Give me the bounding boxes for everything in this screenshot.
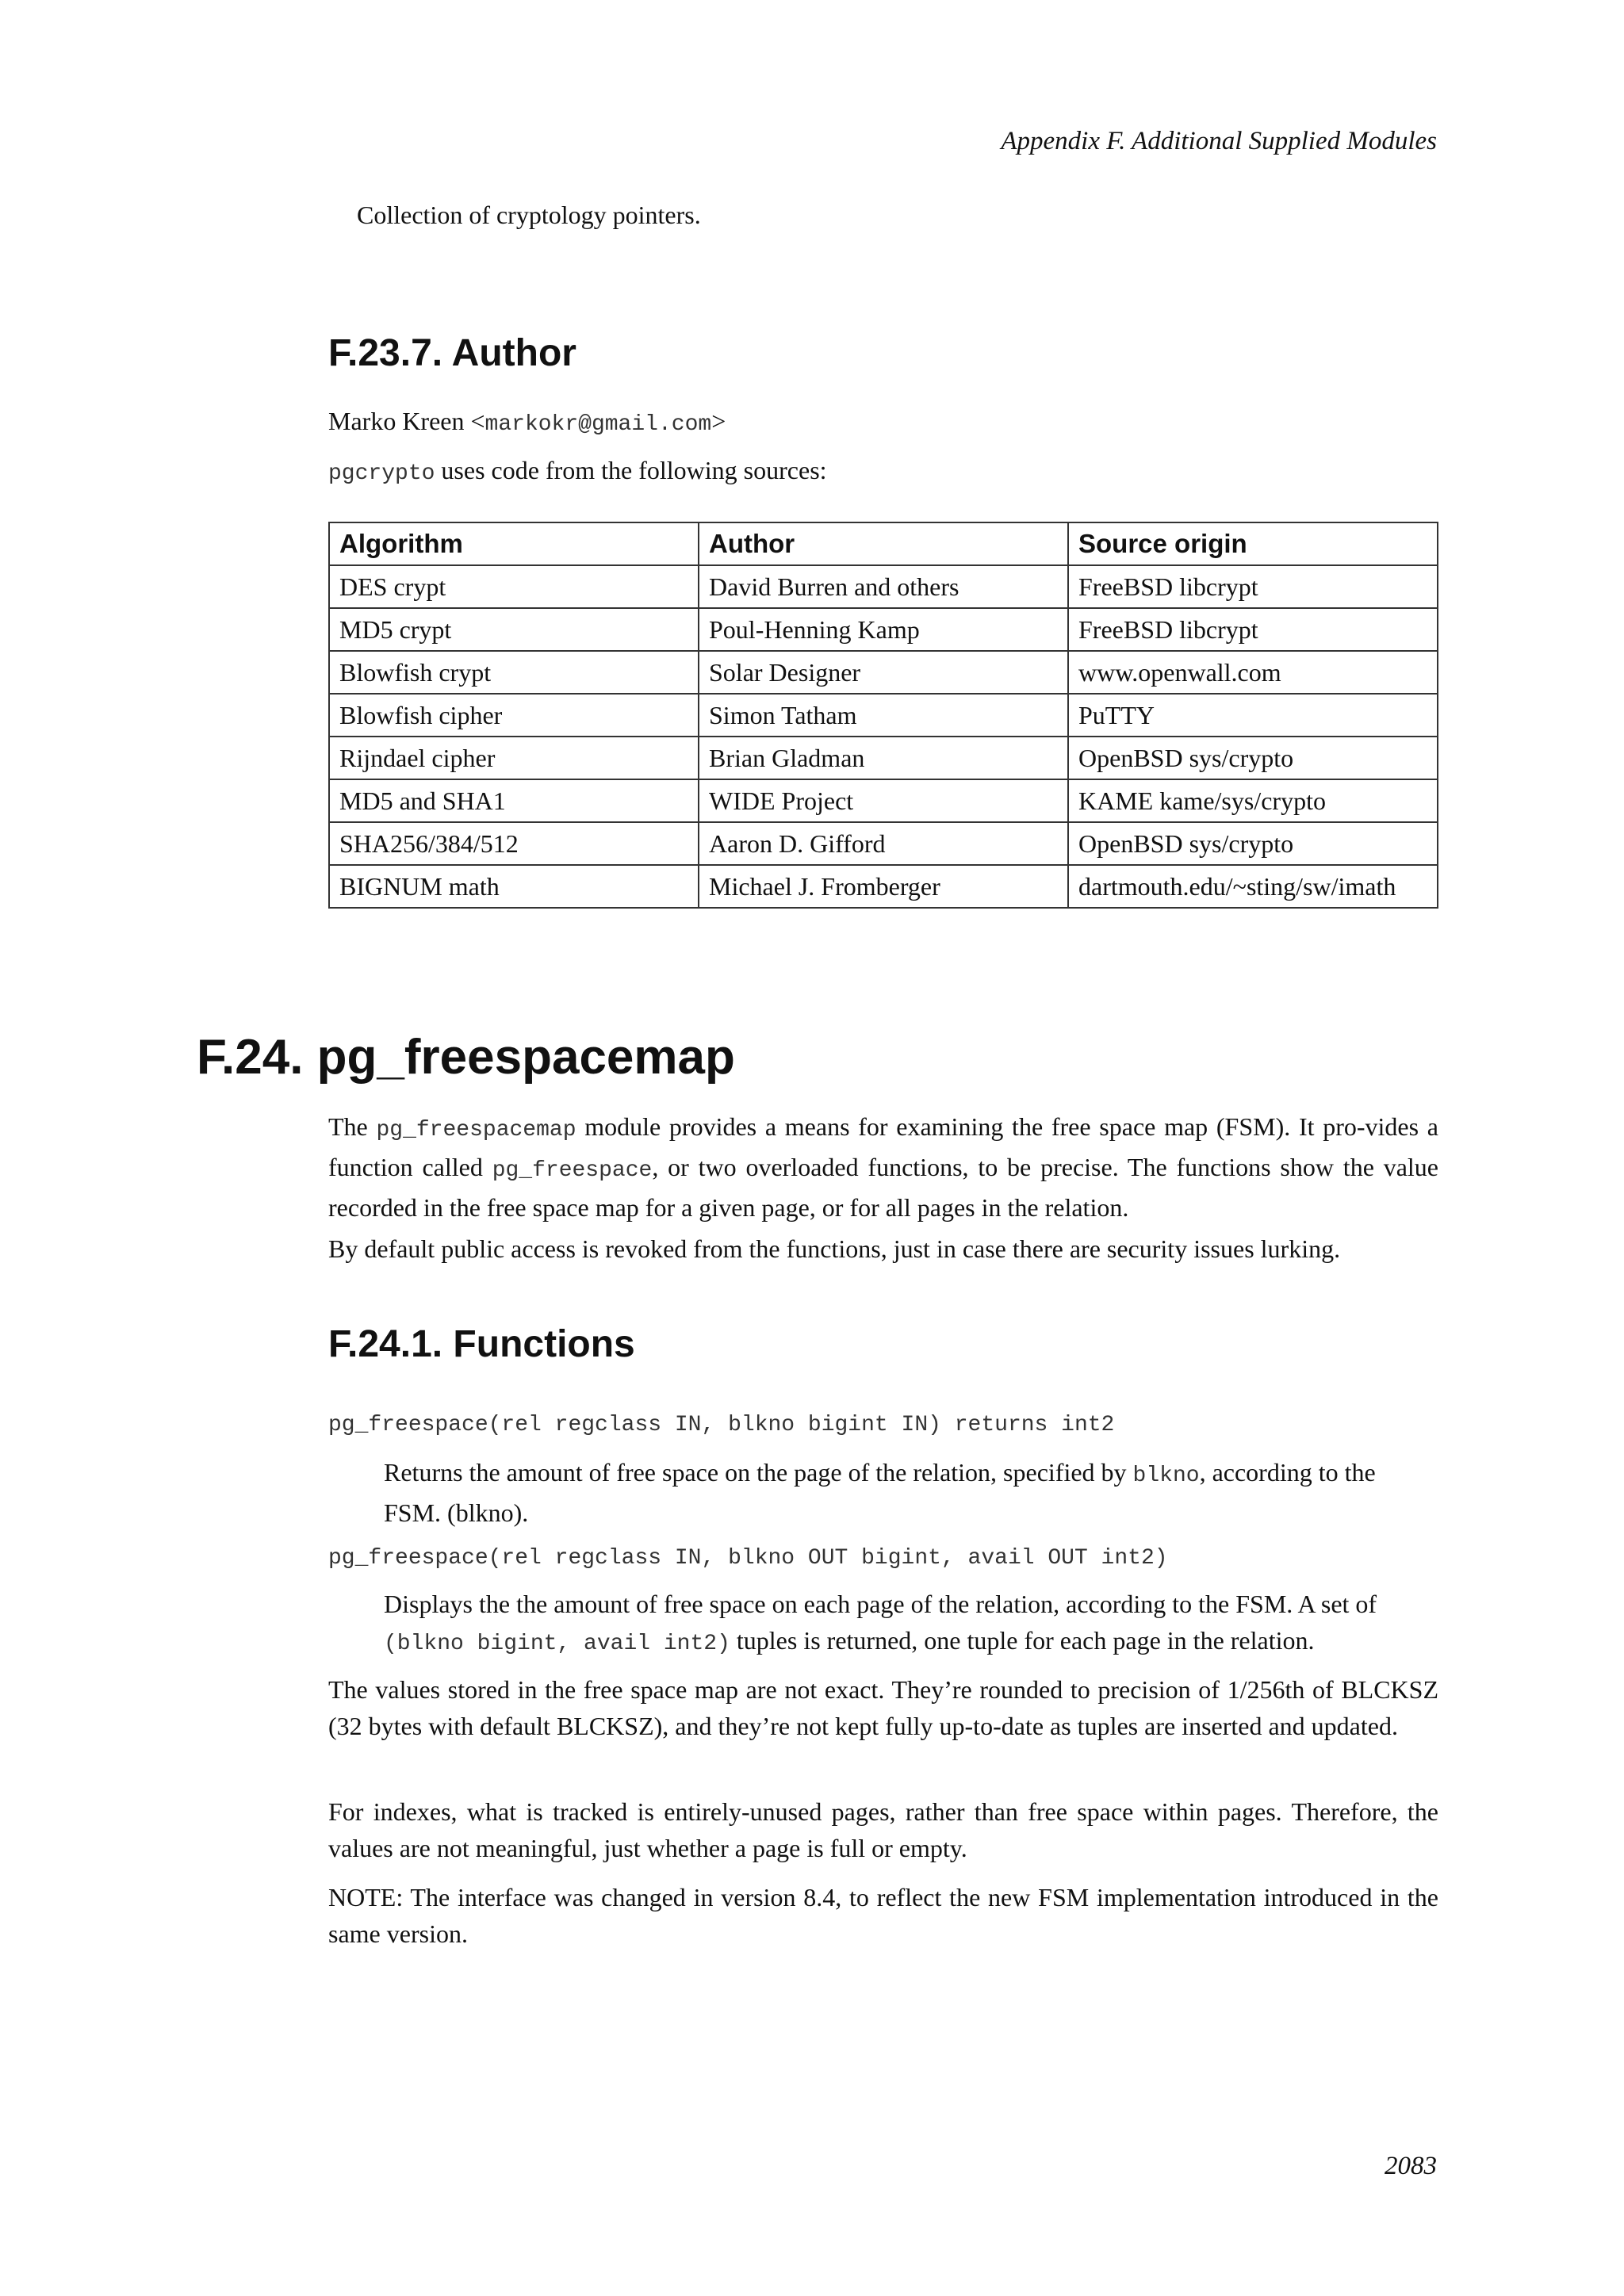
table-cell: MD5 and SHA1 — [329, 779, 699, 822]
author-close: > — [711, 407, 726, 435]
access-paragraph: By default public access is revoked from the functions, just in case there are security issues lurking. — [328, 1234, 1341, 1263]
table-cell: Blowfish crypt — [329, 651, 699, 694]
table-cell: OpenBSD sys/crypto — [1068, 822, 1438, 865]
table-cell: FreeBSD libcrypt — [1068, 608, 1438, 651]
table-cell: Simon Tatham — [699, 694, 1068, 737]
table-cell: Solar Designer — [699, 651, 1068, 694]
function-signature-2: pg_freespace(rel regclass IN, blkno OUT bigint, avail OUT int2) — [328, 1546, 1168, 1571]
column-header-author: Author — [699, 522, 1068, 565]
table-cell: Blowfish cipher — [329, 694, 699, 737]
author-line — [328, 403, 1438, 443]
table-cell: WIDE Project — [699, 779, 1068, 822]
table-cell: www.openwall.com — [1068, 651, 1438, 694]
pgcrypto-code: pgcrypto — [328, 461, 435, 486]
sources-intro — [328, 452, 1438, 492]
text-run: Returns the amount of free space on the page of the relation, specified by — [384, 1458, 1133, 1487]
column-header-source-origin: Source origin — [1068, 522, 1438, 565]
table-row — [329, 694, 1438, 737]
indexes-paragraph: For indexes, what is tracked is entirely-unused pages, rather than free space within pages. Therefore, the values are not meaningful, just whether a page is full or empty. — [328, 1797, 1438, 1862]
table-cell: dartmouth.edu/~sting/sw/imath — [1068, 865, 1438, 908]
table-cell: Poul-Henning Kamp — [699, 608, 1068, 651]
sources-table — [328, 522, 1438, 909]
text-run: module provides a means for examining the free space map (FSM). It pro-vides a function called — [328, 1112, 1439, 1181]
pg-freespace-code: pg_freespace — [492, 1158, 653, 1183]
table-row — [329, 779, 1438, 822]
section-heading-pg-freespacemap: F.24. pg_freespacemap — [197, 1030, 735, 1085]
table-cell: BIGNUM math — [329, 865, 699, 908]
section-heading-author: F.23.7. Author — [328, 332, 576, 374]
page-number: 2083 — [1385, 2152, 1437, 2180]
sources-intro-text: uses code from the following sources: — [435, 456, 827, 484]
author-name: Marko Kreen < — [328, 407, 485, 435]
table-row — [329, 651, 1438, 694]
table-cell: David Burren and others — [699, 565, 1068, 608]
table-cell: SHA256/384/512 — [329, 822, 699, 865]
text-run: , according to the FSM. (blkno). — [384, 1458, 1376, 1527]
note-paragraph: NOTE: The interface was changed in version 8.4, to reflect the new FSM implementation introduced in the same version. — [328, 1883, 1438, 1948]
table-row — [329, 822, 1438, 865]
section-heading-functions: F.24.1. Functions — [328, 1323, 635, 1365]
table-cell: KAME kame/sys/crypto — [1068, 779, 1438, 822]
table-cell: Brian Gladman — [699, 737, 1068, 779]
table-cell: PuTTY — [1068, 694, 1438, 737]
module-description — [328, 1108, 1438, 1226]
text-run: Displays the the amount of free space on each page of the relation, according to the FSM. A set of — [384, 1590, 1377, 1618]
table-row — [329, 737, 1438, 779]
table-cell: OpenBSD sys/crypto — [1068, 737, 1438, 779]
running-header: Appendix F. Additional Supplied Modules — [1001, 127, 1437, 155]
table-cell: Michael J. Fromberger — [699, 865, 1068, 908]
table-header-row — [329, 522, 1438, 565]
intro-text: Collection of cryptology pointers. — [357, 201, 701, 229]
table-row — [329, 865, 1438, 908]
function-description-2 — [384, 1586, 1438, 1663]
blkno-code: blkno — [1132, 1464, 1200, 1488]
precision-paragraph: The values stored in the free space map are not exact. They’re rounded to precision of 1/256th of BLCKSZ (32 bytes with default BLCKSZ), and they’re not kept fully up-to-date as tuples are inserted and updated. — [328, 1675, 1438, 1740]
function-signature-1: pg_freespace(rel regclass IN, blkno bigint IN) returns int2 — [328, 1413, 1115, 1437]
text-run: , or two overloaded functions, to be precise. The functions show the value recorded in the free space map for a given page, or for all pages in the relation. — [328, 1153, 1439, 1222]
table-cell: FreeBSD libcrypt — [1068, 565, 1438, 608]
table-cell: Rijndael cipher — [329, 737, 699, 779]
table-cell: MD5 crypt — [329, 608, 699, 651]
function-description-1 — [384, 1454, 1438, 1531]
author-email[interactable]: markokr@gmail.com — [485, 412, 712, 437]
text-run: The — [328, 1112, 377, 1141]
table-cell: DES crypt — [329, 565, 699, 608]
table-cell: Aaron D. Gifford — [699, 822, 1068, 865]
tuple-type-code: (blkno bigint, avail int2) — [384, 1632, 730, 1656]
column-header-algorithm: Algorithm — [329, 522, 699, 565]
pg-freespacemap-code: pg_freespacemap — [376, 1118, 576, 1142]
text-run: tuples is returned, one tuple for each page in the relation. — [730, 1626, 1315, 1655]
table-row — [329, 565, 1438, 608]
table-row — [329, 608, 1438, 651]
